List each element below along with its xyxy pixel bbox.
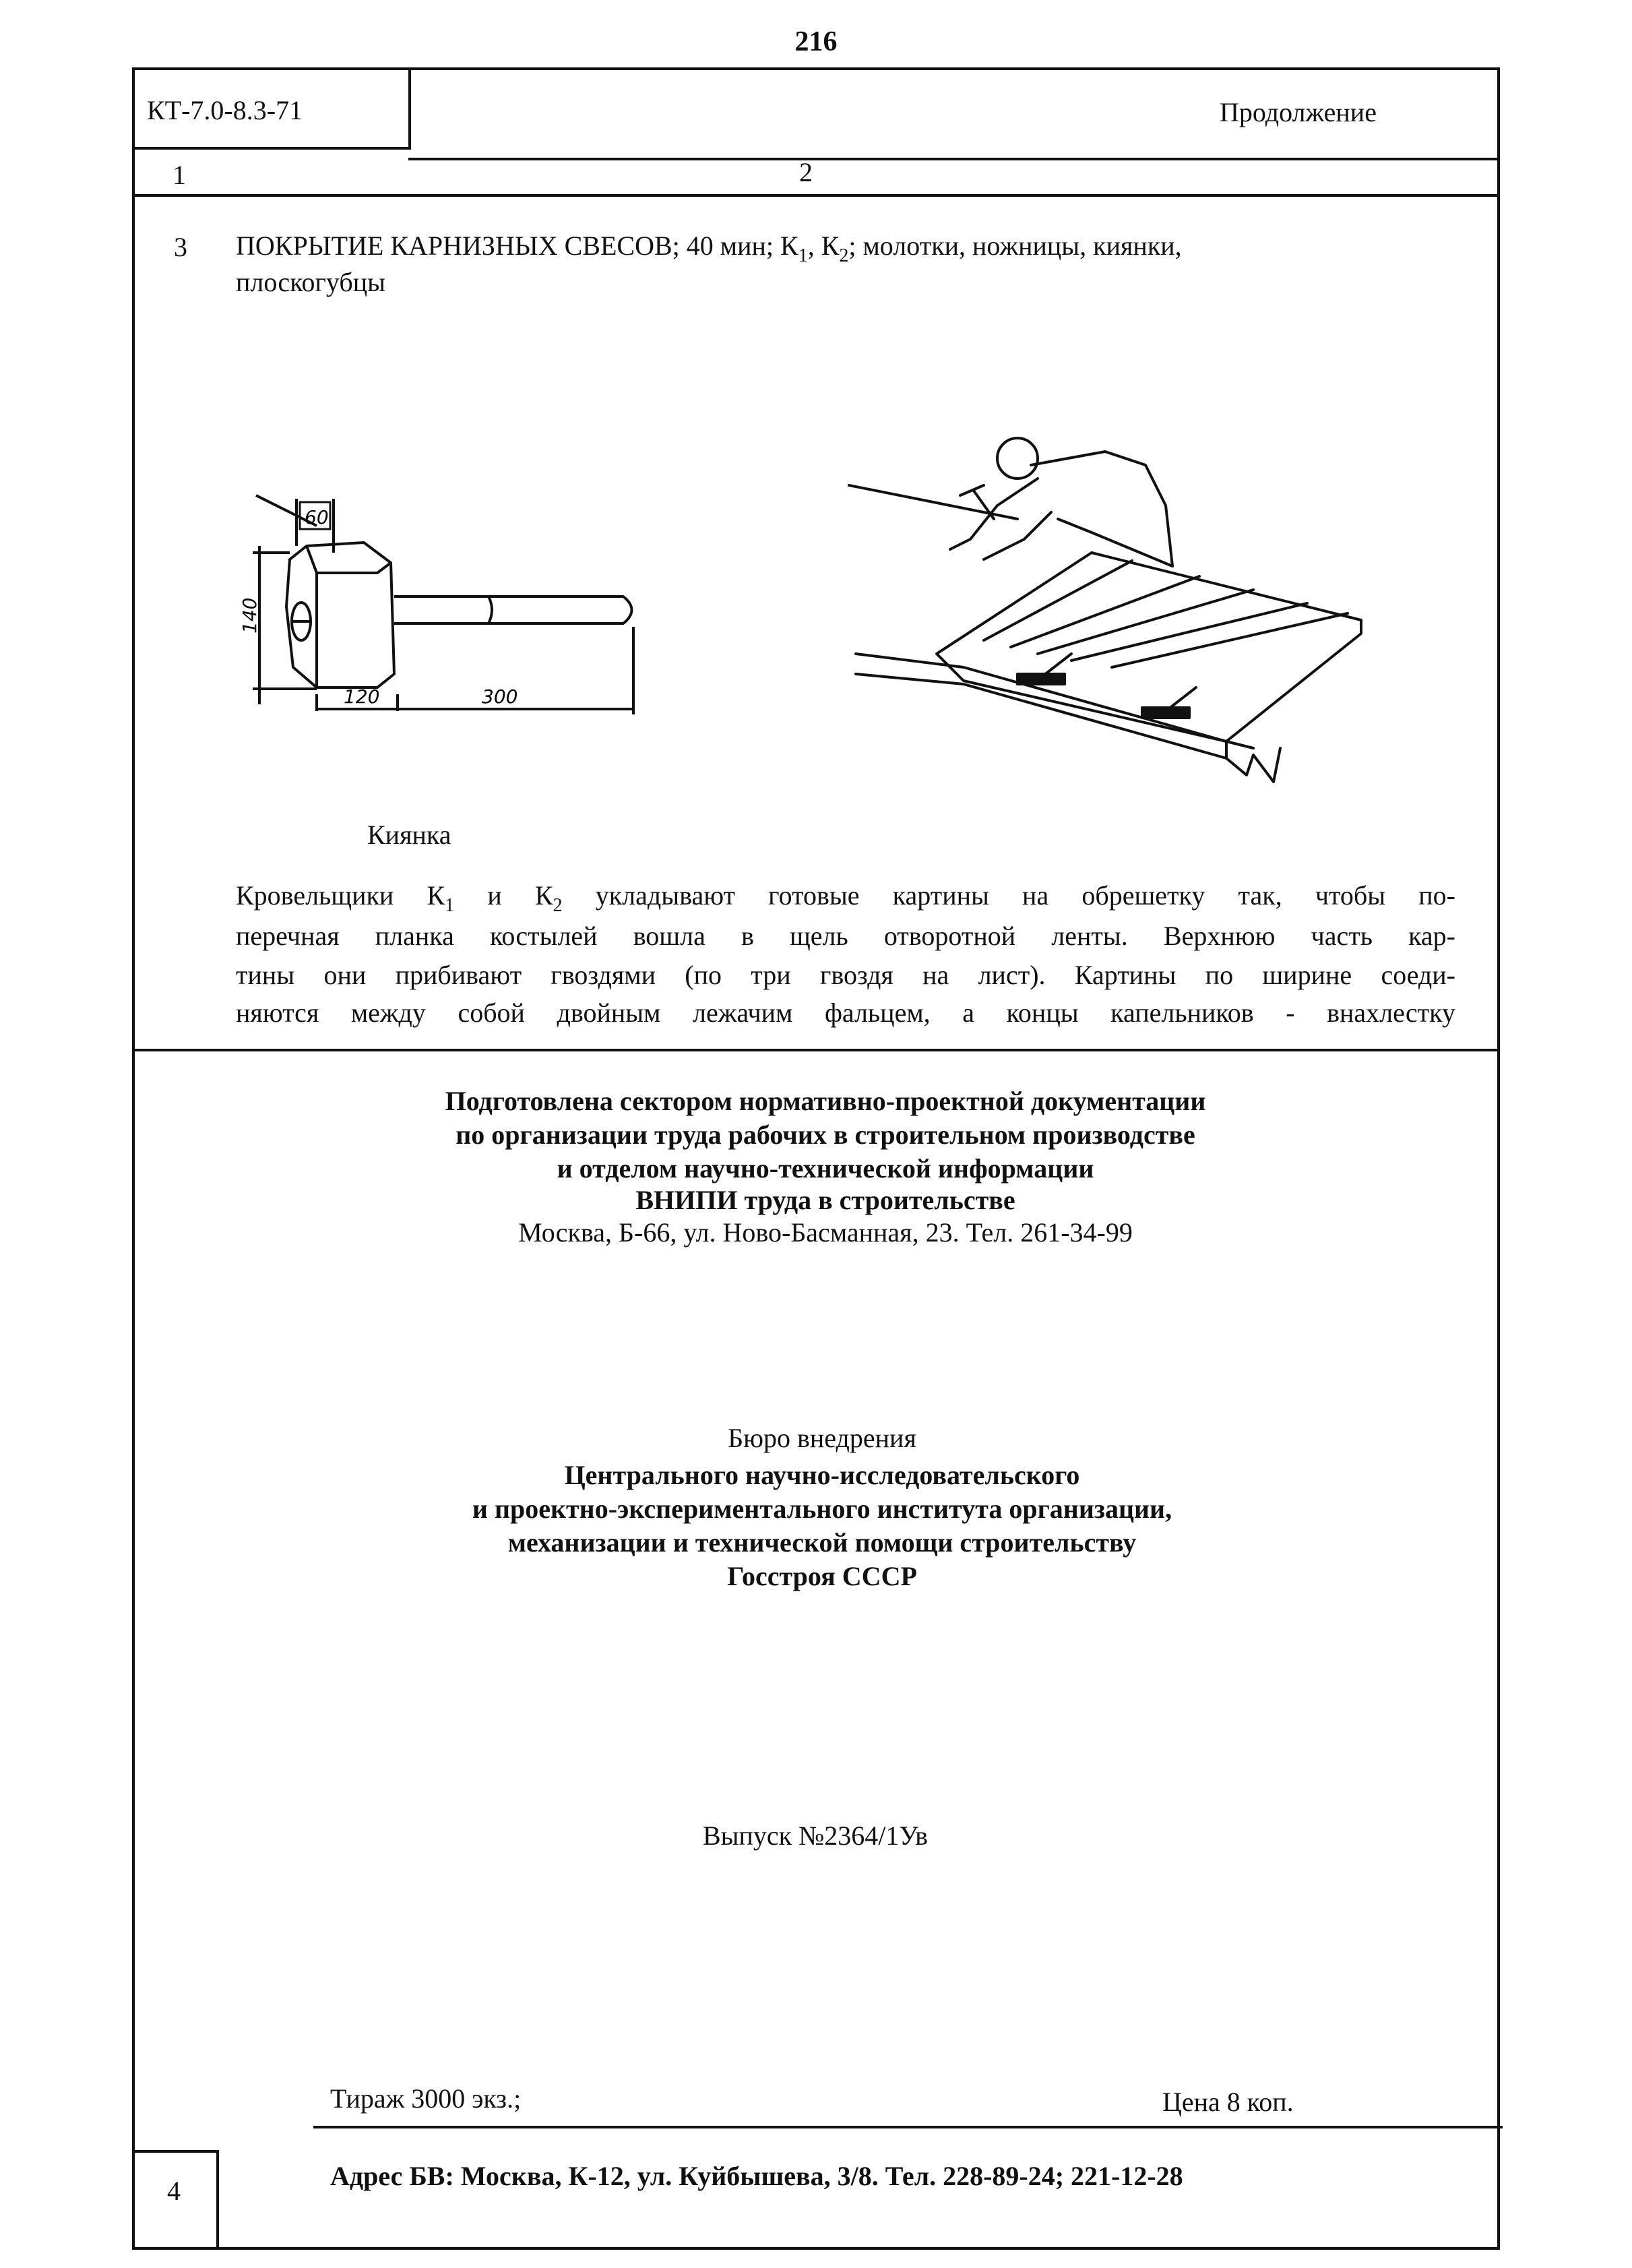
dim-60: 60 [305,506,329,528]
operation-title-part: ПОКРЫТИЕ КАРНИЗНЫХ СВЕСОВ; 40 мин; К [236,231,798,261]
mallet-head [286,543,394,687]
subscript: 2 [839,245,849,266]
description-line-4: няются между собой двойным лежачим фальцем, а концы капельников - внахлестку [236,998,1455,1028]
corner-box-top [135,2150,219,2153]
text-part: укладывают готовые картины на обрешетку так, чтобы по- [562,880,1456,911]
header-rule [408,158,1500,160]
header-divider [408,70,411,150]
text-part: Кровельщики К [236,880,445,911]
subscript: 1 [798,245,808,266]
dim-140: 140 [239,597,261,634]
bureau-line-3: и проектно-экспериментального института организации, [472,1494,1172,1524]
worker-head [997,438,1038,479]
mallet-handle [394,596,632,623]
prepared-address: Москва, Б-66, ул. Ново-Басманная, 23. Тел. 261-34-99 [518,1217,1133,1248]
column-number-rule [135,194,1500,197]
header-code-underline [135,147,411,150]
column-number-2: 2 [799,157,813,187]
continuation-label: Продолжение [1220,97,1377,127]
corner-number: 4 [167,2176,181,2206]
hammer [960,485,994,519]
bureau-line-4: механизации и технической помощи строительству [507,1527,1137,1558]
roofer-illustration [849,418,1375,822]
corner-box-right [216,2150,219,2250]
bureau-address: Адрес БВ: Москва, К-12, ул. Куйбышева, 3/8. Тел. 228-89-24; 221-12-28 [330,2161,1183,2191]
section-end-rule [135,1049,1500,1051]
price: Цена 8 коп. [1162,2087,1294,2117]
subscript: 2 [553,895,563,916]
prepared-line-1: Подготовлена сектором нормативно-проектной документации [445,1086,1206,1116]
description-line-2: перечная планка костылей вошла в щель отворотной ленты. Верхнюю часть кар- [236,921,1455,951]
operation-title-part: , К [807,231,840,261]
print-run: Тираж 3000 экз.; [330,2083,522,2114]
dim-300: 300 [482,685,518,708]
operation-title [236,226,1449,275]
operation-number: 3 [174,232,187,262]
bracket [1017,674,1065,684]
footer-rule [313,2126,1503,2128]
mallet-drawing [239,472,660,728]
bureau-line-1: Бюро внедрения [728,1423,916,1453]
prepared-line-4: ВНИПИ труда в строительстве [635,1185,1015,1215]
bracket [1142,708,1189,718]
subscript: 1 [445,895,455,916]
bureau-line-5: Госстроя СССР [727,1561,917,1591]
issue-number: Выпуск №2364/1Ув [702,1820,929,1851]
bureau-line-2: Центрального научно-исследовательского [564,1460,1080,1490]
text-part: и К [454,880,553,911]
dim-120: 120 [344,685,380,708]
page-number: 216 [794,26,838,57]
operation-title-part: ; молотки, ножницы, киянки, [848,231,1182,261]
worker-body [1031,452,1172,566]
column-number-1: 1 [172,160,186,190]
document-code: КТ-7.0-8.3-71 [147,95,303,125]
operation-tools-continued: плоскогубцы [236,267,386,297]
prepared-line-2: по организации труда рабочих в строительном производстве [456,1120,1195,1150]
prepared-line-3: и отделом научно-технической информации [557,1153,1094,1184]
figure-caption: Киянка [367,820,451,850]
description-line-3: тины они прибивают гвоздями (по три гвоздя на лист). Картины по ширине соеди- [236,960,1455,990]
